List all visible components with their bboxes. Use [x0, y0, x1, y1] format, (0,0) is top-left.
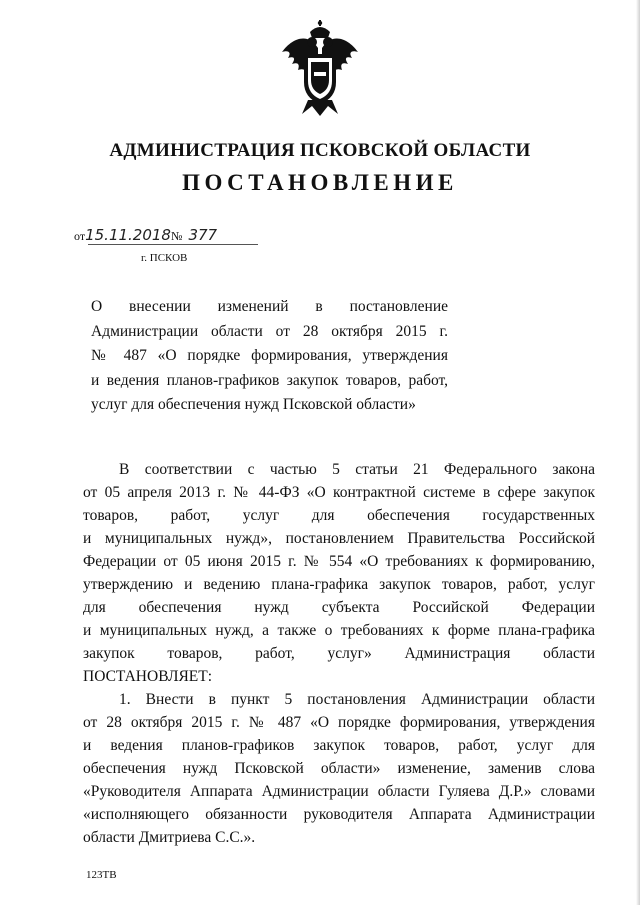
- body-line: закупок товаров, работ, услуг» Администрация области: [83, 645, 595, 662]
- body-line: 1. Внести в пункт 5 постановления Администрации области: [119, 691, 595, 708]
- coat-of-arms-icon: [278, 18, 362, 118]
- city-label: г. ПСКОВ: [141, 252, 188, 264]
- date-prefix: от: [74, 229, 86, 243]
- subject-line: и ведения планов-графиков закупок товаров, работ,: [91, 371, 448, 389]
- body-line: и муниципальных нужд, а также о требованиях к форме плана-графика: [83, 622, 595, 639]
- body-line: «исполняющего обязанности руководителя Аппарата Администрации: [83, 806, 595, 823]
- body-line: ПОСТАНОВЛЯЕТ:: [83, 668, 213, 685]
- organization-title: АДМИНИСТРАЦИЯ ПСКОВСКОЙ ОБЛАСТИ: [109, 140, 531, 161]
- body-line: В соответствии с частью 5 статьи 21 Федерального закона: [119, 461, 595, 478]
- body-line: области Дмитриева С.С.».: [83, 829, 256, 846]
- body-line: Федерации от 05 июня 2015 г. № 554 «О требованиях к формированию,: [83, 553, 595, 570]
- subject-line: О внесении изменений в постановление: [91, 298, 448, 315]
- document-type-title: ПОСТАНОВЛЕНИЕ: [182, 170, 458, 195]
- page-edge: [636, 0, 640, 905]
- body-line: от 05 апреля 2013 г. № 44-ФЗ «О контрактной системе в сфере закупок: [83, 484, 595, 501]
- body-line: обеспечения нужд Псковской области» изменение, заменив слова: [83, 760, 595, 777]
- number-prefix: №: [170, 229, 183, 243]
- registration-line: [74, 226, 217, 244]
- registration-underline: [88, 244, 258, 245]
- date-value: 15.11.2018: [85, 226, 171, 244]
- footer-code: 123ТВ: [86, 869, 117, 881]
- subject-block: [91, 295, 448, 418]
- body-line: «Руководителя Аппарата Администрации области Гуляева Д.Р.» словами: [83, 783, 595, 800]
- body-text: [83, 458, 595, 849]
- body-line: товаров, работ, услуг для обеспечения государственных: [83, 507, 595, 524]
- subject-line: услуг для обеспечения нужд Псковской области»: [91, 396, 416, 413]
- subject-line: Администрации области от 28 октября 2015 г.: [91, 322, 448, 340]
- subject-line: № 487 «О порядке формирования, утверждения: [91, 347, 448, 364]
- body-line: от 28 октября 2015 г. № 487 «О порядке формирования, утверждения: [83, 714, 595, 731]
- number-value: 377: [188, 226, 218, 244]
- body-line: утверждению и ведению плана-графика закупок товаров, работ, услуг: [83, 576, 595, 593]
- body-line: и муниципальных нужд», постановлением Правительства Российской: [83, 530, 595, 547]
- body-line: для обеспечения нужд субъекта Российской Федерации: [83, 599, 595, 616]
- body-line: и ведения планов-графиков закупок товаров, работ, услуг для: [83, 737, 595, 754]
